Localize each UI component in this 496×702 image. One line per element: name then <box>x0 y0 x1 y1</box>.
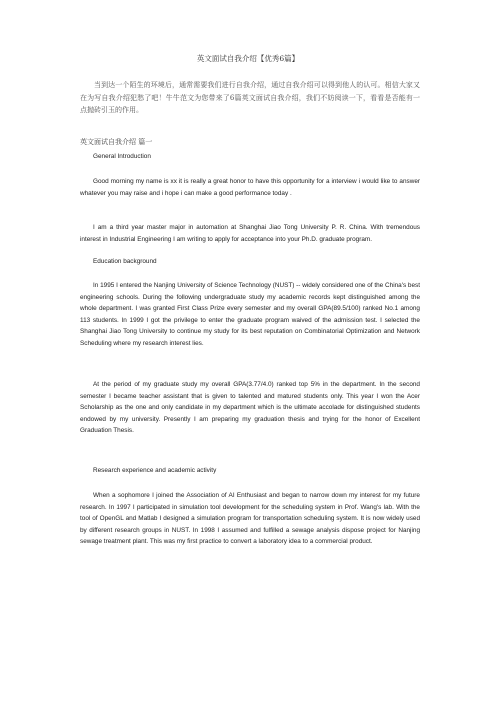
paragraph-research: When a sophomore I joined the Association of AI Enthusiast and began to narrow down my interest for my future research. In 1997 I participated in simulation tool development for the scheduling system in Prof. Wang's lab. With the tool of OpenGL and Matlab I designed a simulation program for transportation scheduling system. It is now widely used by different research groups in NUST. In 1998 I assumed and fulfilled a sewage analysis dispose project for Nanjing sewage treatment plant. This was my first practice to convert a laboratory idea to a commercial product. <box>80 492 420 546</box>
research-experience-heading: Research experience and academic activity <box>93 467 217 474</box>
intro-paragraph: 当到达一个陌生的环境后，通常需要我们进行自我介绍，通过自我介绍可以得到他人的认可。相信大家又在为写自我介绍犯愁了吧！牛牛范文为您带来了6篇英文面试自我介绍，我们不妨阅读一下，看看是否能有一点抛砖引玉的作用。 <box>80 81 420 114</box>
paragraph-greeting: Good morning my name is xx it is really a great honor to have this opportunity for a interview i would like to answer whatever you may raise and i hope i can make a good performance today . <box>80 178 420 197</box>
paragraph-graduate-study: At the period of my graduate study my overall GPA(3.77/4.0) ranked top 5% in the department. In the second semester I became teacher assistant that is given to talented and matured students only. This year I won the Acer Scholarship as the one and only candidate in my department which is the ultimate accolade for distinguished students endowed by my university. Presently I am preparing my graduation thesis and trying for the honor of Excellent Graduation Thesis. <box>80 381 420 435</box>
paragraph-undergraduate: In 1995 I entered the Nanjing University of Science Technology (NUST) -- widely considered one of the China's best engineering schools. During the following undergraduate study my academic records kept distinguished among the whole department. I was granted First Class Prize every semester and my overall GPA(89.5/100) ranked No.1 among 113 students. In 1999 I got the privilege to enter the graduate program waived of the admission test. I selected the Shanghai Jiao Tong University to continue my study for its best reputation on Combinatorial Optimization and Network Scheduling where my research interest lies. <box>80 282 420 347</box>
education-background-heading: Education background <box>93 258 157 265</box>
general-introduction-heading: General Introduction <box>93 153 151 160</box>
paragraph-program-application: I am a third year master major in automation at Shanghai Jiao Tong University P. R. China. With tremendous interest in Industrial Engineering I am writing to apply for acceptance into your Ph.D. graduate program. <box>80 224 420 243</box>
section-title: 英文面试自我介绍 篇一 <box>80 138 153 146</box>
document-title: 英文面试自我介绍【优秀6篇】 <box>196 54 300 63</box>
